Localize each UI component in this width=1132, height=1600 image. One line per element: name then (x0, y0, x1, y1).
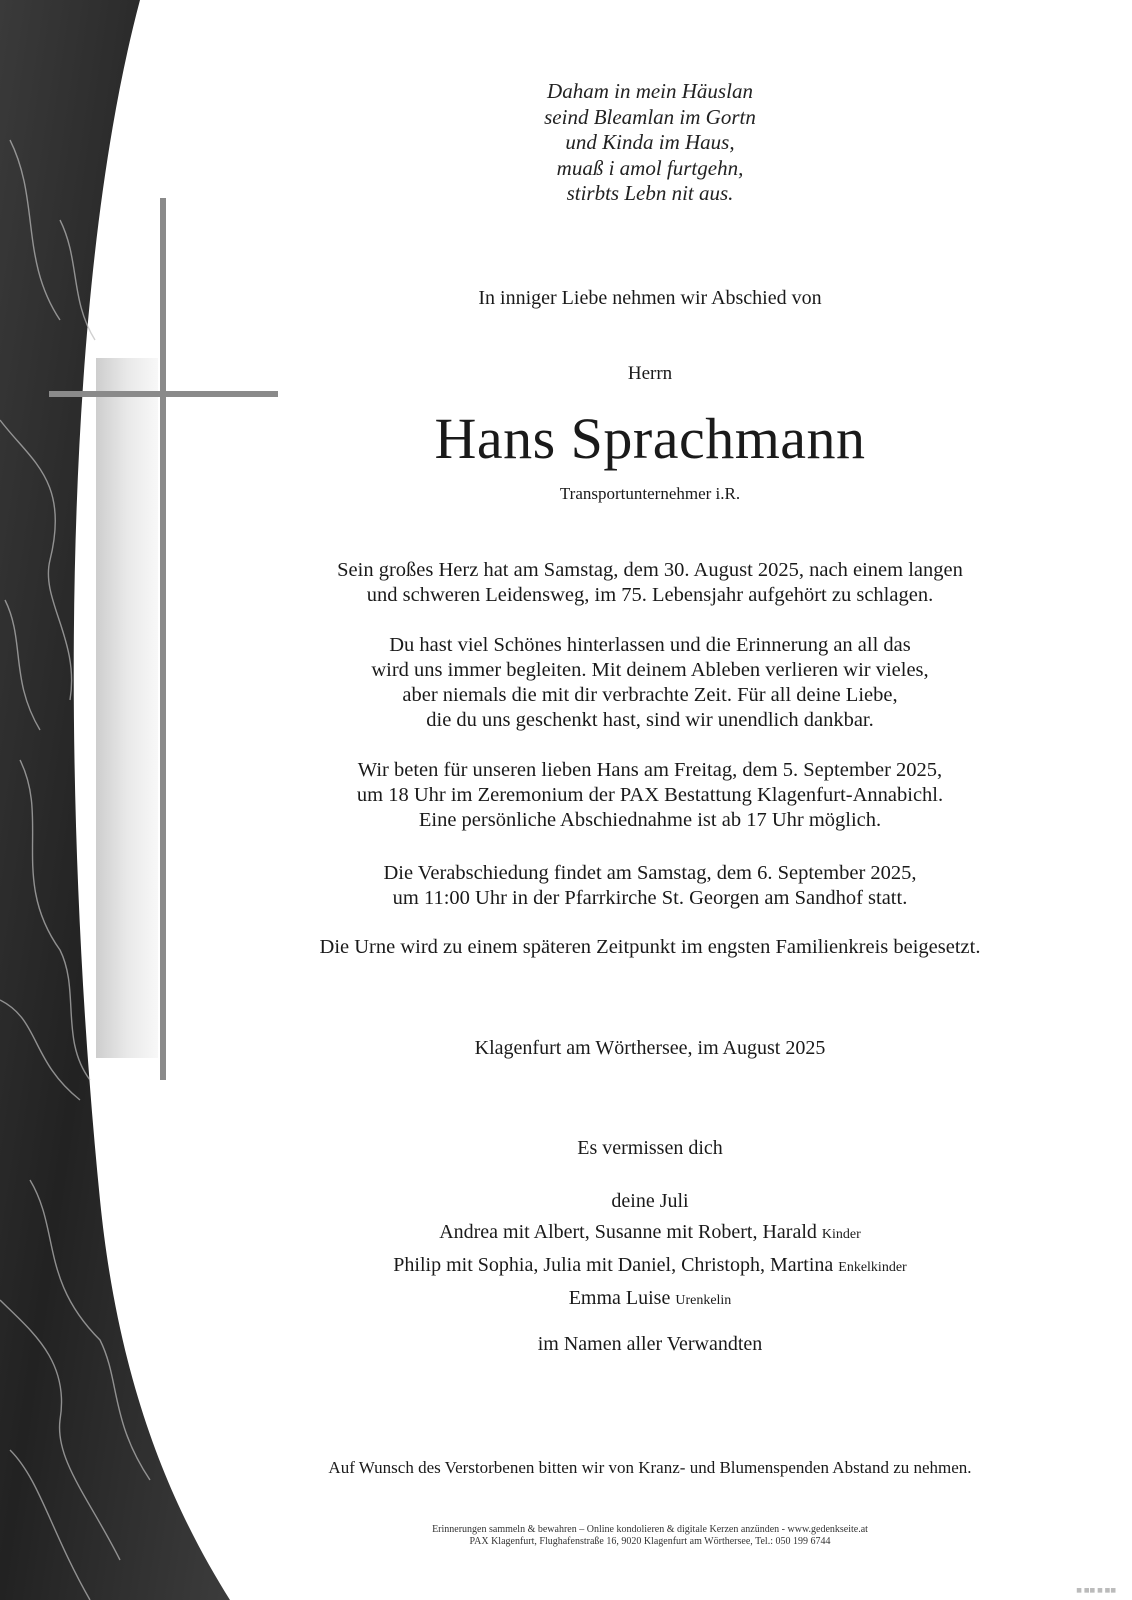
poem-line: seind Bleamlan im Gortn (544, 104, 756, 129)
paragraph-memory (250, 633, 1050, 733)
family-list (250, 1186, 1050, 1316)
donation-request: Auf Wunsch des Verstorbenen bitten wir von Kranz- und Blumenspenden Abstand zu nehmen. (328, 1458, 972, 1477)
place-date: Klagenfurt am Wörthersee, im August 2025 (474, 1037, 826, 1059)
footer-line: Erinnerungen sammeln & bewahren – Online kondolieren & digitale Kerzen anzünden - www.gedenkseite.at (432, 1524, 868, 1535)
paragraph-death (250, 558, 1050, 608)
poem-line: Daham in mein Häuslan (547, 79, 753, 103)
family-great-grandchild (250, 1283, 1050, 1316)
paragraph-line: Wir beten für unseren lieben Hans am Freitag, dem 5. September 2025, (357, 759, 943, 781)
paragraph-line: aber niemals die mit dir verbrachte Zeit. Für all deine Liebe, (402, 684, 898, 706)
poem-line: stirbts Lebn nit aus. (566, 181, 734, 205)
great-grandchild-name: Emma Luise (568, 1287, 671, 1309)
paragraph-line: die du uns geschenkt hast, sind wir unendlich dankbar. (426, 709, 874, 731)
footer-line: PAX Klagenfurt, Flughafenstraße 16, 9020 Klagenfurt am Wörthersee, Tel.: 050 199 6744 (469, 1536, 831, 1547)
great-grandchild-role: Urenkelin (675, 1293, 732, 1308)
family-wife: deine Juli (611, 1190, 689, 1212)
paragraph-line: Die Urne wird zu einem späteren Zeitpunkt im engsten Familienkreis beigesetzt. (319, 936, 981, 958)
paragraph-line: Eine persönliche Abschiednahme ist ab 17 Uhr möglich. (418, 809, 882, 831)
deceased-name: Hans Sprachmann (434, 406, 866, 471)
paragraph-urn (250, 935, 1050, 960)
profession: Transportunternehmer i.R. (559, 484, 741, 503)
cross-backdrop (96, 358, 158, 1058)
family-children (250, 1217, 1050, 1250)
family-grandchildren (250, 1250, 1050, 1283)
paragraph-line: Die Verabschiedung findet am Samstag, dem 6. September 2025, (383, 862, 917, 884)
children-role: Kinder (821, 1227, 861, 1242)
paragraph-line: um 18 Uhr im Zeremonium der PAX Bestattung Klagenfurt-Annabichl. (356, 784, 944, 806)
print-marker: ■ ■■ ■ ■■ (1076, 1587, 1116, 1594)
relatives-line: im Namen aller Verwandten (537, 1333, 763, 1355)
cross-horizontal-beam (49, 391, 278, 397)
paragraph-line: Sein großes Herz hat am Samstag, dem 30. August 2025, nach einem langen (337, 559, 963, 581)
cross-vertical-beam (160, 198, 166, 1080)
poem-line: muaß i amol furtgehn, (556, 155, 744, 180)
paragraph-farewell (250, 861, 1050, 911)
paragraph-prayer (250, 758, 1050, 833)
intro-text: In inniger Liebe nehmen wir Abschied von (478, 287, 822, 309)
grandchildren-names: Philip mit Sophia, Julia mit Daniel, Christoph, Martina (393, 1254, 834, 1276)
paragraph-line: wird uns immer begleiten. Mit deinem Ableben verlieren wir vieles, (371, 659, 929, 681)
poem-line: und Kinda im Haus, (565, 130, 735, 154)
mourners-heading: Es vermissen dich (577, 1137, 723, 1159)
grandchildren-role: Enkelkinder (838, 1260, 907, 1275)
salutation: Herrn (627, 363, 673, 384)
poem (250, 79, 1050, 207)
paragraph-line: und schweren Leidensweg, im 75. Lebensjahr aufgehört zu schlagen. (366, 584, 934, 606)
paragraph-line: Du hast viel Schönes hinterlassen und die Erinnerung an all das (389, 634, 911, 656)
paragraph-line: um 11:00 Uhr in der Pfarrkirche St. Georgen am Sandhof statt. (392, 887, 908, 909)
footer (250, 1524, 1050, 1548)
children-names: Andrea mit Albert, Susanne mit Robert, Harald (439, 1221, 817, 1243)
